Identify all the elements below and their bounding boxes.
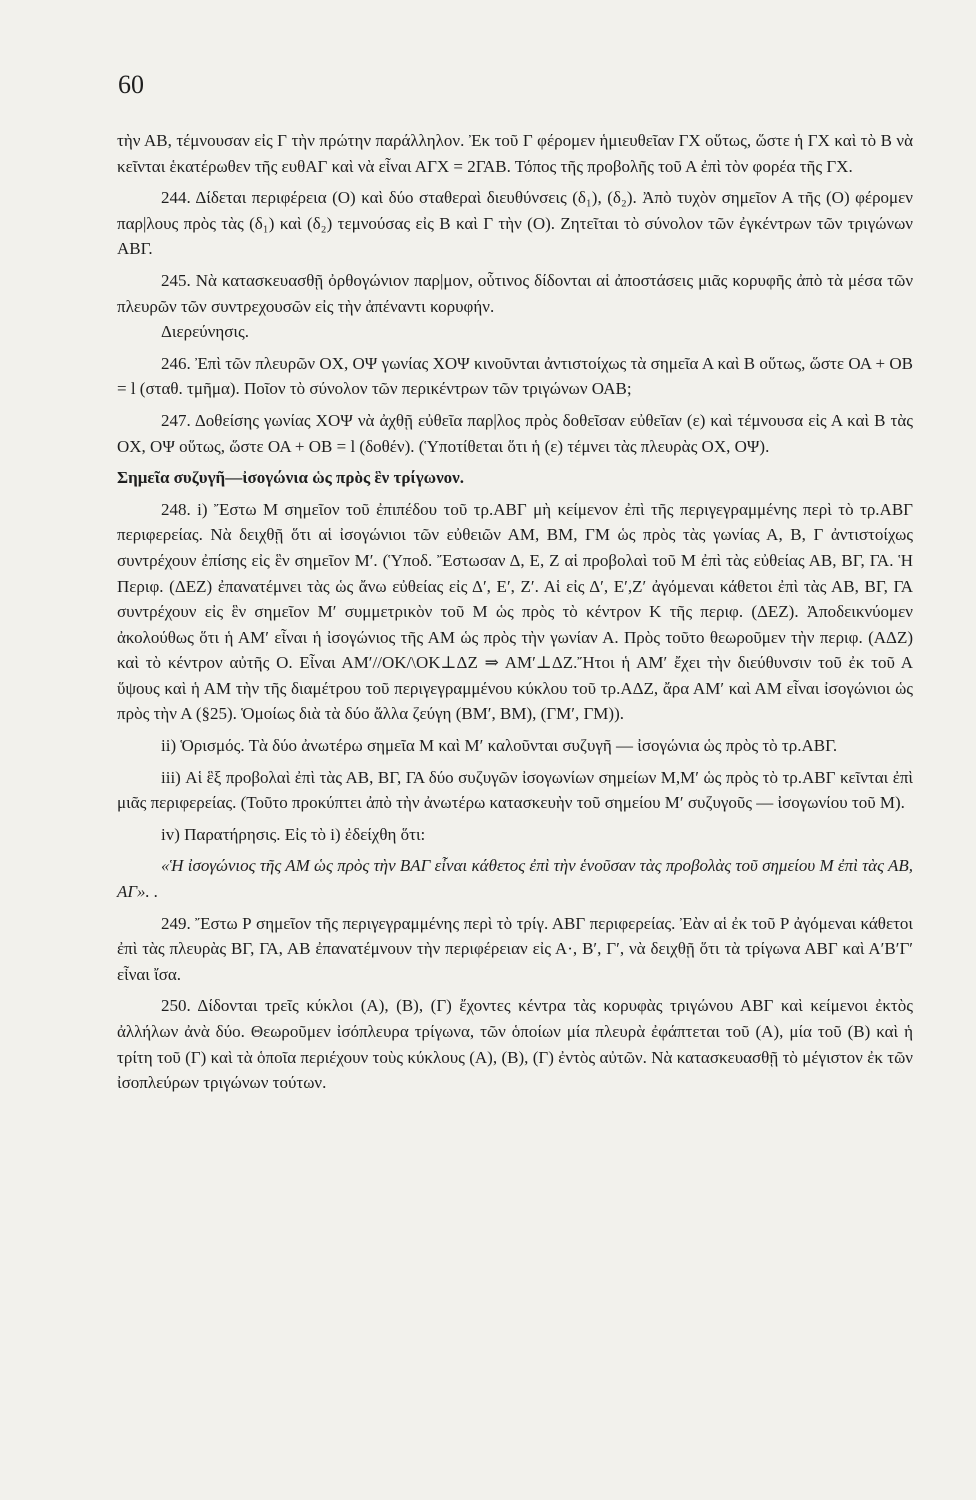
exercise-248: 248. i) Ἔστω Μ σημεῖον τοῦ ἐπιπέδου τοῦ τρ.ΑΒΓ μὴ κείμενον ἐπὶ τῆς περιγεγραμμένης περὶ τὸ τρ.ΑΒΓ περιφερείας. Νὰ δειχθῇ ὅτι αἱ ἰσογώνιοι τῶν εὐθειῶν ΑΜ, ΒΜ, ΓΜ ὡς πρὸς τὰς γωνίας Α, Β, Γ ἀντιστοίχως συντρέχουν ἐπίσης εἰς ἓν σημεῖον Μ′. (Ὑποδ. Ἔστωσαν Δ, Ε, Ζ αἱ προβολαὶ τοῦ Μ ἐπὶ τὰς εὐθείας ΑΒ, ΒΓ, ΓΑ. Ἡ Περιφ. (ΔΕΖ) ἐπανατέμνει τὰς ὡς ἄνω εὐθείας εἰς Δ′, Ε′, Ζ′. Αἱ εἰς Δ′, Ε′,Ζ′ ἀγόμεναι κάθετοι ἐπὶ τὰς ΑΒ, ΒΓ, ΓΑ συντρέχουν εἰς ἓν σημεῖον Μ′ συμμετρικὸν τοῦ Μ ὡς πρὸς τὸ κέντρον Κ τῆς περιφ. (ΔΕΖ). Ἀποδεικνύομεν ἀκολούθως ὅτι ἡ ΑΜ′ εἶναι ἡ ἰσογώνιος τῆς ΑΜ ὡς πρὸς τὴν γωνίαν Α. Πρὸς τοῦτο θεωροῦμεν τὴν περιφ. (ΑΔΖ) καὶ τὸ κέντρον αὐτῆς Ο. Εἶναι ΑΜ′//ΟΚ/\ΟΚ⊥ΔΖ ⇒ ΑΜ′⊥ΔΖ.Ἤτοι ἡ ΑΜ′ ἔχει τὴν διεύθυνσιν τοῦ ἐκ τοῦ Α ὕψους καὶ ἡ ΑΜ τὴν τῆς διαμέτρου τοῦ περιγεγραμμένου κύκλου τοῦ τρ.ΑΔΖ, ἄρα ΑΜ′ καὶ ΑΜ εἶναι ἰσογώνιοι ὡς πρὸς τὴν Α (§25). Ὁμοίως διὰ τὰ δύο ἄλλα ζεύγη (ΒΜ′, ΒΜ), (ΓΜ′, ΓΜ)).	[117, 499, 913, 724]
exercise-248-iv: iv) Παρατήρησις. Εἰς τὸ i) ἐδείχθη ὅτι:	[161, 824, 426, 844]
exercise-246: 246. Ἐπὶ τῶν πλευρῶν ΟΧ, ΟΨ γωνίας ΧΟΨ κινοῦνται ἀντιστοίχως τὰ σημεῖα Α καὶ Β οὕτως, ὥστε ΟΑ + ΟΒ = l (σταθ. τμῆμα). Ποῖον τὸ σύνολον τῶν περικέντρων τῶν τριγώνων ΟΑΒ;	[117, 353, 913, 399]
exercise-248-iii: iii) Αἱ ἓξ προβολαὶ ἐπὶ τὰς ΑΒ, ΒΓ, ΓΑ δύο συζυγῶν ἰσογωνίων σημείων Μ,Μ′ ὡς πρὸς τὸ τρ.ΑΒΓ κεῖνται ἐπὶ μιᾶς περιφερείας. (Τοῦτο προκύπτει ἀπὸ τὴν ἀνωτέρω κατασκευὴν τοῦ σημείου Μ′ συζυγοῦς — ἰσογωνίου τοῦ Μ).	[117, 767, 913, 813]
exercise-250: 250. Δίδονται τρεῖς κύκλοι (Α), (Β), (Γ) ἔχοντες κέντρα τὰς κορυφὰς τριγώνου ΑΒΓ καὶ κείμενοι ἐκτὸς ἀλλήλων ἀνὰ δύο. Θεωροῦμεν ἰσόπλευρα τρίγωνα, τῶν ὁποίων μία πλευρὰ ἐφάπτεται τοῦ (Α), μία τοῦ (Β) καὶ ἡ τρίτη τοῦ (Γ) καὶ τὰ ὁποῖα περιέχουν τοὺς κύκλους (Α), (Β), (Γ) ἐντὸς αὐτῶν. Νὰ κατασκευασθῇ τὸ μέγιστον ἐκ τῶν ἰσοπλεύρων τριγώνων τούτων.	[117, 996, 913, 1093]
section-heading: Σημεῖα συζυγῆ—ἰσογώνια ὡς πρὸς ἓν τρίγωνον.	[117, 468, 465, 488]
page-content	[117, 128, 913, 1096]
paragraph-continuation: τὴν ΑΒ, τέμνουσαν εἰς Γ τὴν πρώτην παράλληλον. Ἐκ τοῦ Γ φέρομεν ἡμιευθεῖαν ΓΧ οὕτως, ὥστε ἡ ΓΧ καὶ τὸ Β νὰ κεῖνται ἑκατέρωθεν τῆς ευθΑΓ καὶ νὰ εἶναι ΑΓΧ = 2ΓΑΒ. Τόπος τῆς προβολῆς τοῦ Α ἐπὶ τὸν φορέα τῆς ΓΧ.	[117, 131, 913, 176]
exercise-245: 245. Νὰ κατασκευασθῇ ὀρθογώνιον παρ|μον, οὗτινος δίδονται αἱ ἀποστάσεις μιᾶς κορυφῆς ἀπὸ τὰ μέσα τῶν πλευρῶν τῶν συντρεχουσῶν εἰς τὴν ἀπέναντι κορυφήν.	[117, 270, 913, 316]
exercise-247: 247. Δοθείσης γωνίας ΧΟΨ νὰ ἀχθῇ εὐθεῖα παρ|λος πρὸς δοθεῖσαν εὐθεῖαν (ε) καὶ τέμνουσα εἰς Α καὶ Β τὰς ΟΧ, ΟΨ οὕτως, ὥστε ΟΑ + ΟΒ = l (δοθέν). (Ὑποτίθεται ὅτι ἡ (ε) τέμνει τὰς πλευρὰς ΟΧ, ΟΨ).	[117, 410, 913, 456]
page-number: 60	[118, 70, 144, 99]
exercise-249: 249. Ἔστω Ρ σημεῖον τῆς περιγεγραμμένης περὶ τὸ τρίγ. ΑΒΓ περιφερείας. Ἐὰν αἱ ἐκ τοῦ Ρ ἀγόμεναι κάθετοι ἐπὶ τὰς πλευρὰς ΒΓ, ΓΑ, ΑΒ ἐπανατέμνουν τὴν περιφέρειαν εἰς Α·, Β′, Γ′, νὰ δειχθῇ ὅτι τὰ τρίγωνα ΑΒΓ καὶ Α′Β′Γ′ εἶναι ἴσα.	[117, 913, 913, 984]
exercise-248-ii: ii) Ὁρισμός. Τὰ δύο ἀνωτέρω σημεῖα Μ καὶ Μ′ καλοῦνται συζυγῆ — ἰσογώνια ὡς πρὸς τὸ τρ.ΑΒΓ.	[161, 736, 838, 756]
exercise-245-discussion: Διερεύνησις.	[161, 322, 249, 342]
quoted-statement: «Ἡ ἰσογώνιος τῆς ΑΜ ὡς πρὸς τὴν ΒΑΓ εἶναι κάθετος ἐπὶ τὴν ἑνοῦσαν τὰς προβολὰς τοῦ σημείου Μ ἐπὶ τὰς ΑΒ, ΑΓ». .	[117, 856, 913, 902]
exercise-244: 244. Δίδεται περιφέρεια (Ο) καὶ δύο σταθεραὶ διευθύνσεις (δ₁), (δ₂). Ἀπὸ τυχὸν σημεῖον Α τῆς (Ο) φέρομεν παρ|λους πρὸς τὰς (δ₁) καὶ (δ₂) τεμνούσας εἰς Β καὶ Γ τὴν (Ο). Ζητεῖται τὸ σύνολον τῶν ἐγκέντρων τῶν τριγώνων ΑΒΓ.	[117, 188, 913, 259]
